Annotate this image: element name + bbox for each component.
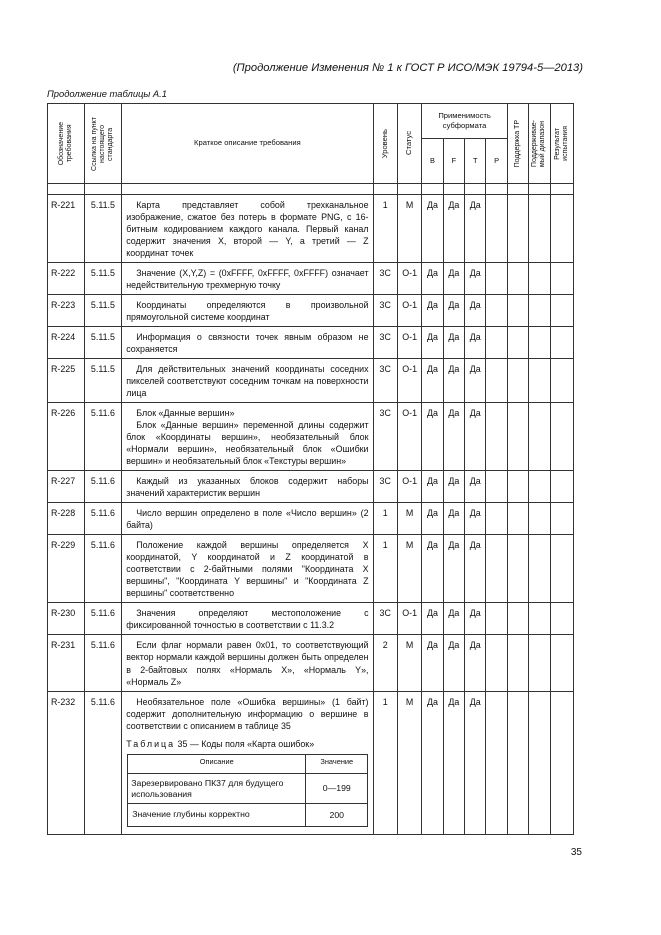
- inner-table-row: [128, 773, 368, 804]
- req-status: О-1: [397, 403, 421, 471]
- req-sub-b: Да: [422, 691, 443, 834]
- req-sub-b: Да: [422, 471, 443, 503]
- req-sub-f: Да: [443, 691, 464, 834]
- req-sub-b: Да: [422, 327, 443, 359]
- req-id: R-223: [48, 295, 85, 327]
- column-header-subformat-t: Т: [465, 139, 486, 184]
- inner-cell-value: 200: [306, 804, 368, 826]
- req-status: М: [397, 535, 421, 603]
- req-description: Значения определяют местоположение с фиксированной точностью в соответствии с 11.3.2: [122, 603, 373, 635]
- inner-cell-value: 0—199: [306, 773, 368, 804]
- req-id: R-221: [48, 195, 85, 263]
- req-status: М: [397, 503, 421, 535]
- req-id: R-222: [48, 263, 85, 295]
- req-level: 3С: [373, 471, 397, 503]
- req-ref: 5.11.6: [84, 603, 122, 635]
- req-description: Блок «Данные вершин» Блок «Данные вершин» переменной длины содержит блок «Координаты вершин», необязательный блок «Нормали вершин», необязательный блок «Ошибки вершин» и необязательный блок «Текстуры вершин»: [122, 403, 373, 471]
- column-header-reference: Ссылка на пункт настоящего стандарта: [84, 104, 122, 184]
- req-status: О-1: [397, 471, 421, 503]
- req-description: Необязательное поле «Ошибка вершины» (1 байт) содержит дополнительную информацию о вершине в соответствии с описанием в таблице 35 Таблица 35 — Коды поля «Карта ошибок» Описание Значение Зарезервировано ПК37 для будущего использования 0—199 Значение глубины корректно 200: [122, 691, 373, 834]
- req-ref: 5.11.6: [84, 635, 122, 691]
- req-ref: 5.11.5: [84, 327, 122, 359]
- continuation-header: (Продолжение Изменения № 1 к ГОСТ Р ИСО/МЭК 19794-5—2013): [232, 62, 583, 74]
- req-sub-b: Да: [422, 503, 443, 535]
- req-description: Число вершин определено в поле «Число вершин» (2 байта): [122, 503, 373, 535]
- req-sub-f: Да: [443, 471, 464, 503]
- req-ref: 5.11.6: [84, 471, 122, 503]
- req-level: 3С: [373, 295, 397, 327]
- req-sub-t: Да: [465, 263, 486, 295]
- req-sub-b: Да: [422, 403, 443, 471]
- req-level: 3С: [373, 327, 397, 359]
- req-ref: 5.11.6: [84, 403, 122, 471]
- req-sub-f: Да: [443, 535, 464, 603]
- column-header-level: Уровень: [373, 104, 397, 184]
- column-header-subformat-f: F: [443, 139, 464, 184]
- req-status: М: [397, 635, 421, 691]
- req-id: R-228: [48, 503, 85, 535]
- req-level: 1: [373, 503, 397, 535]
- req-description: Значение (X,Y,Z) = (0xFFFF, 0xFFFF, 0xFFFF) означает недействительную трехмерную точку: [122, 263, 373, 295]
- column-header-req-id: Обозначение требования: [48, 104, 85, 184]
- req-sub-t: Да: [465, 327, 486, 359]
- req-sub-f: Да: [443, 603, 464, 635]
- req-level: 2: [373, 635, 397, 691]
- req-sub-f: Да: [443, 195, 464, 263]
- req-description: Информация о связности точек явным образом не сохраняется: [122, 327, 373, 359]
- table-row: [48, 403, 574, 471]
- table-row: [48, 603, 574, 635]
- inner-column-header-value: Значение: [306, 754, 368, 773]
- req-sub-t: Да: [465, 471, 486, 503]
- req-ref: 5.11.5: [84, 263, 122, 295]
- req-id: R-230: [48, 603, 85, 635]
- req-sub-f: Да: [443, 403, 464, 471]
- req-status: М: [397, 691, 421, 834]
- column-header-subformat-p: Р: [486, 139, 507, 184]
- table-row: [48, 327, 574, 359]
- req-ref: 5.11.6: [84, 535, 122, 603]
- req-status: О-1: [397, 603, 421, 635]
- column-header-tr-support: Поддержка ТР: [507, 104, 528, 184]
- req-id: R-229: [48, 535, 85, 603]
- column-header-description: Краткое описание требования: [122, 104, 373, 184]
- req-description: Каждый из указанных блоков содержит наборы значений характеристик вершин: [122, 471, 373, 503]
- req-description: Положение каждой вершины определяется X координатой, Y координатой и Z координатой в соответствии с 2-байтными полями "Координата X вершины", "Координата Y вершины" и "Координата Z вершины" соответственно: [122, 535, 373, 603]
- req-ref: 5.11.5: [84, 295, 122, 327]
- req-ref: 5.11.5: [84, 359, 122, 403]
- column-header-applicability: Применимость субформата: [422, 104, 507, 139]
- column-header-subformat-b: В: [422, 139, 443, 184]
- table-row: [48, 503, 574, 535]
- req-id: R-231: [48, 635, 85, 691]
- req-description: Если флаг нормали равен 0x01, то соответствующий вектор нормали каждой вершины должен быть определен в 2-байтовых полях «Нормаль X», «Нормаль Y», «Нормаль Z»: [122, 635, 373, 691]
- req-status: О-1: [397, 359, 421, 403]
- requirements-table: [47, 103, 574, 835]
- req-sub-b: Да: [422, 535, 443, 603]
- inner-column-header-description: Описание: [128, 754, 306, 773]
- req-id: R-224: [48, 327, 85, 359]
- req-sub-t: Да: [465, 359, 486, 403]
- req-level: 1: [373, 535, 397, 603]
- inner-cell-description: Зарезервировано ПК37 для будущего использования: [128, 773, 306, 804]
- table-continuation-caption: Продолжение таблицы А.1: [47, 88, 167, 99]
- req-level: 3С: [373, 603, 397, 635]
- table-row: [48, 635, 574, 691]
- req-description: Карта представляет собой трехканальное изображение, сжатое без потерь в формате PNG, с 16-битным кодированием каждого канала. Первый канал содержит значения X, второй — Y, а третий — Z координат точек: [122, 195, 373, 263]
- req-status: О-1: [397, 295, 421, 327]
- req-status: М: [397, 195, 421, 263]
- error-codes-table: [127, 754, 368, 827]
- inner-table-row: [128, 804, 368, 826]
- column-header-status: Статус: [397, 104, 421, 184]
- req-sub-f: Да: [443, 635, 464, 691]
- req-sub-f: Да: [443, 359, 464, 403]
- req-ref: 5.11.6: [84, 691, 122, 834]
- req-sub-b: Да: [422, 359, 443, 403]
- req-description: Координаты определяются в произвольной прямоугольной системе координат: [122, 295, 373, 327]
- req-sub-b: Да: [422, 295, 443, 327]
- inner-table-caption: Таблица 35 — Коды поля «Карта ошибок»: [126, 738, 315, 749]
- req-sub-b: Да: [422, 603, 443, 635]
- req-sub-b: Да: [422, 635, 443, 691]
- column-header-test-result: Результат испытания: [550, 104, 573, 184]
- column-header-supported-range: Поддерживае- мый диапазон: [529, 104, 550, 184]
- table-row: [48, 295, 574, 327]
- req-status: О-1: [397, 263, 421, 295]
- req-sub-f: Да: [443, 503, 464, 535]
- req-description: Для действительных значений координаты соседних пикселей соответствуют соседним точкам на поверхности лица: [122, 359, 373, 403]
- req-sub-b: Да: [422, 195, 443, 263]
- table-row: [48, 359, 574, 403]
- req-sub-t: Да: [465, 295, 486, 327]
- req-level: 3С: [373, 359, 397, 403]
- req-level: 1: [373, 195, 397, 263]
- table-row: [48, 263, 574, 295]
- req-level: 3С: [373, 403, 397, 471]
- req-sub-f: Да: [443, 327, 464, 359]
- req-sub-t: Да: [465, 603, 486, 635]
- table-row: [48, 195, 574, 263]
- req-sub-b: Да: [422, 263, 443, 295]
- req-ref: 5.11.5: [84, 195, 122, 263]
- req-sub-f: Да: [443, 263, 464, 295]
- req-status: О-1: [397, 327, 421, 359]
- req-sub-f: Да: [443, 295, 464, 327]
- page-number: 35: [570, 847, 582, 858]
- table-row: [48, 535, 574, 603]
- req-id: R-232: [48, 691, 85, 834]
- req-level: 1: [373, 691, 397, 834]
- req-sub-t: Да: [465, 195, 486, 263]
- req-sub-t: Да: [465, 535, 486, 603]
- req-level: 3С: [373, 263, 397, 295]
- req-id: R-225: [48, 359, 85, 403]
- inner-cell-description: Значение глубины корректно: [128, 804, 306, 826]
- table-row: [48, 471, 574, 503]
- table-row: [48, 691, 574, 834]
- req-sub-t: Да: [465, 691, 486, 834]
- req-id: R-227: [48, 471, 85, 503]
- req-sub-t: Да: [465, 635, 486, 691]
- req-ref: 5.11.6: [84, 503, 122, 535]
- req-sub-t: Да: [465, 503, 486, 535]
- req-id: R-226: [48, 403, 85, 471]
- req-sub-t: Да: [465, 403, 486, 471]
